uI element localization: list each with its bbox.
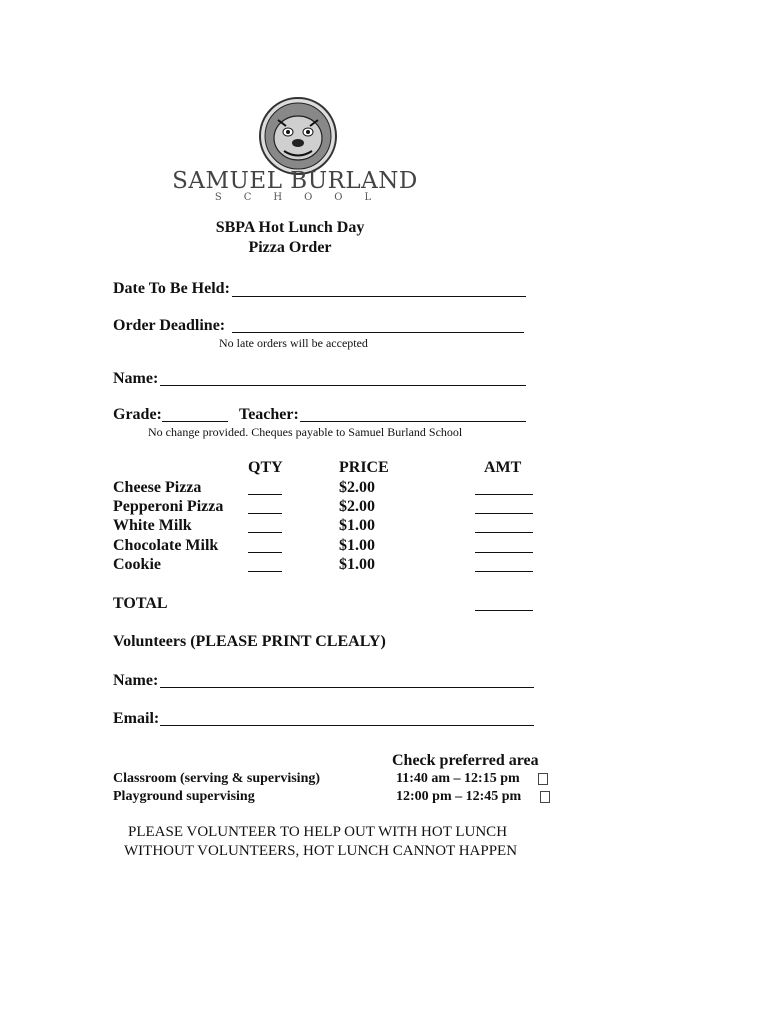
deadline-field[interactable] bbox=[232, 332, 524, 333]
item-price: $2.00 bbox=[339, 479, 375, 496]
volunteer-time: 12:00 pm – 12:45 pm bbox=[396, 789, 522, 804]
check-heading: Check preferred area bbox=[392, 752, 539, 769]
item-name: White Milk bbox=[113, 517, 192, 534]
checkbox-classroom[interactable] bbox=[538, 773, 548, 785]
teacher-label: Teacher: bbox=[239, 406, 299, 423]
item-price: $1.00 bbox=[339, 537, 375, 554]
item-name: Cookie bbox=[113, 556, 161, 573]
school-subtitle: SCHOOL bbox=[214, 192, 394, 203]
amt-field[interactable] bbox=[475, 532, 533, 533]
qty-field[interactable] bbox=[248, 532, 282, 533]
item-price: $2.00 bbox=[339, 498, 375, 515]
qty-field[interactable] bbox=[248, 513, 282, 514]
date-field[interactable] bbox=[232, 296, 526, 297]
checkbox-playground[interactable] bbox=[540, 791, 550, 803]
amt-header: AMT bbox=[484, 459, 522, 476]
name-field[interactable] bbox=[160, 385, 526, 386]
volunteer-email-label: Email: bbox=[113, 710, 160, 727]
item-price: $1.00 bbox=[339, 556, 375, 573]
qty-field[interactable] bbox=[248, 494, 282, 495]
qty-field[interactable] bbox=[248, 552, 282, 553]
price-header: PRICE bbox=[339, 459, 389, 476]
grade-field[interactable] bbox=[162, 421, 228, 422]
qty-field[interactable] bbox=[248, 571, 282, 572]
volunteers-heading: Volunteers (PLEASE PRINT CLEALY) bbox=[113, 633, 386, 650]
form-title: SBPA Hot Lunch Day bbox=[215, 219, 365, 236]
item-name: Chocolate Milk bbox=[113, 537, 219, 554]
grade-label: Grade: bbox=[113, 406, 162, 423]
deadline-note: No late orders will be accepted bbox=[219, 336, 368, 350]
school-name: SAMUEL BURLAND bbox=[172, 168, 418, 194]
item-name: Cheese Pizza bbox=[113, 479, 202, 496]
name-label: Name: bbox=[113, 370, 159, 387]
total-field[interactable] bbox=[475, 610, 533, 611]
item-name: Pepperoni Pizza bbox=[113, 498, 224, 515]
date-label: Date To Be Held: bbox=[113, 280, 230, 297]
footer-line-1: PLEASE VOLUNTEER TO HELP OUT WITH HOT LUNCH bbox=[128, 824, 508, 840]
volunteer-email-field[interactable] bbox=[160, 725, 534, 726]
volunteer-area: Playground supervising bbox=[113, 789, 255, 804]
total-label: TOTAL bbox=[113, 595, 168, 612]
deadline-label: Order Deadline: bbox=[113, 317, 226, 334]
volunteer-name-field[interactable] bbox=[160, 687, 534, 688]
amt-field[interactable] bbox=[475, 571, 533, 572]
amt-field[interactable] bbox=[475, 513, 533, 514]
payment-note: No change provided. Cheques payable to Samuel Burland School bbox=[148, 425, 463, 439]
volunteer-time: 11:40 am – 12:15 pm bbox=[396, 771, 520, 786]
teacher-field[interactable] bbox=[300, 421, 526, 422]
amt-field[interactable] bbox=[475, 494, 533, 495]
volunteer-area: Classroom (serving & supervising) bbox=[113, 771, 321, 786]
amt-field[interactable] bbox=[475, 552, 533, 553]
footer-line-2: WITHOUT VOLUNTEERS, HOT LUNCH CANNOT HAPPEN bbox=[124, 843, 518, 859]
volunteer-name-label: Name: bbox=[113, 672, 159, 689]
form-subtitle: Pizza Order bbox=[248, 239, 332, 256]
bulldog-logo-icon bbox=[258, 96, 338, 176]
qty-header: QTY bbox=[248, 459, 283, 476]
item-price: $1.00 bbox=[339, 517, 375, 534]
